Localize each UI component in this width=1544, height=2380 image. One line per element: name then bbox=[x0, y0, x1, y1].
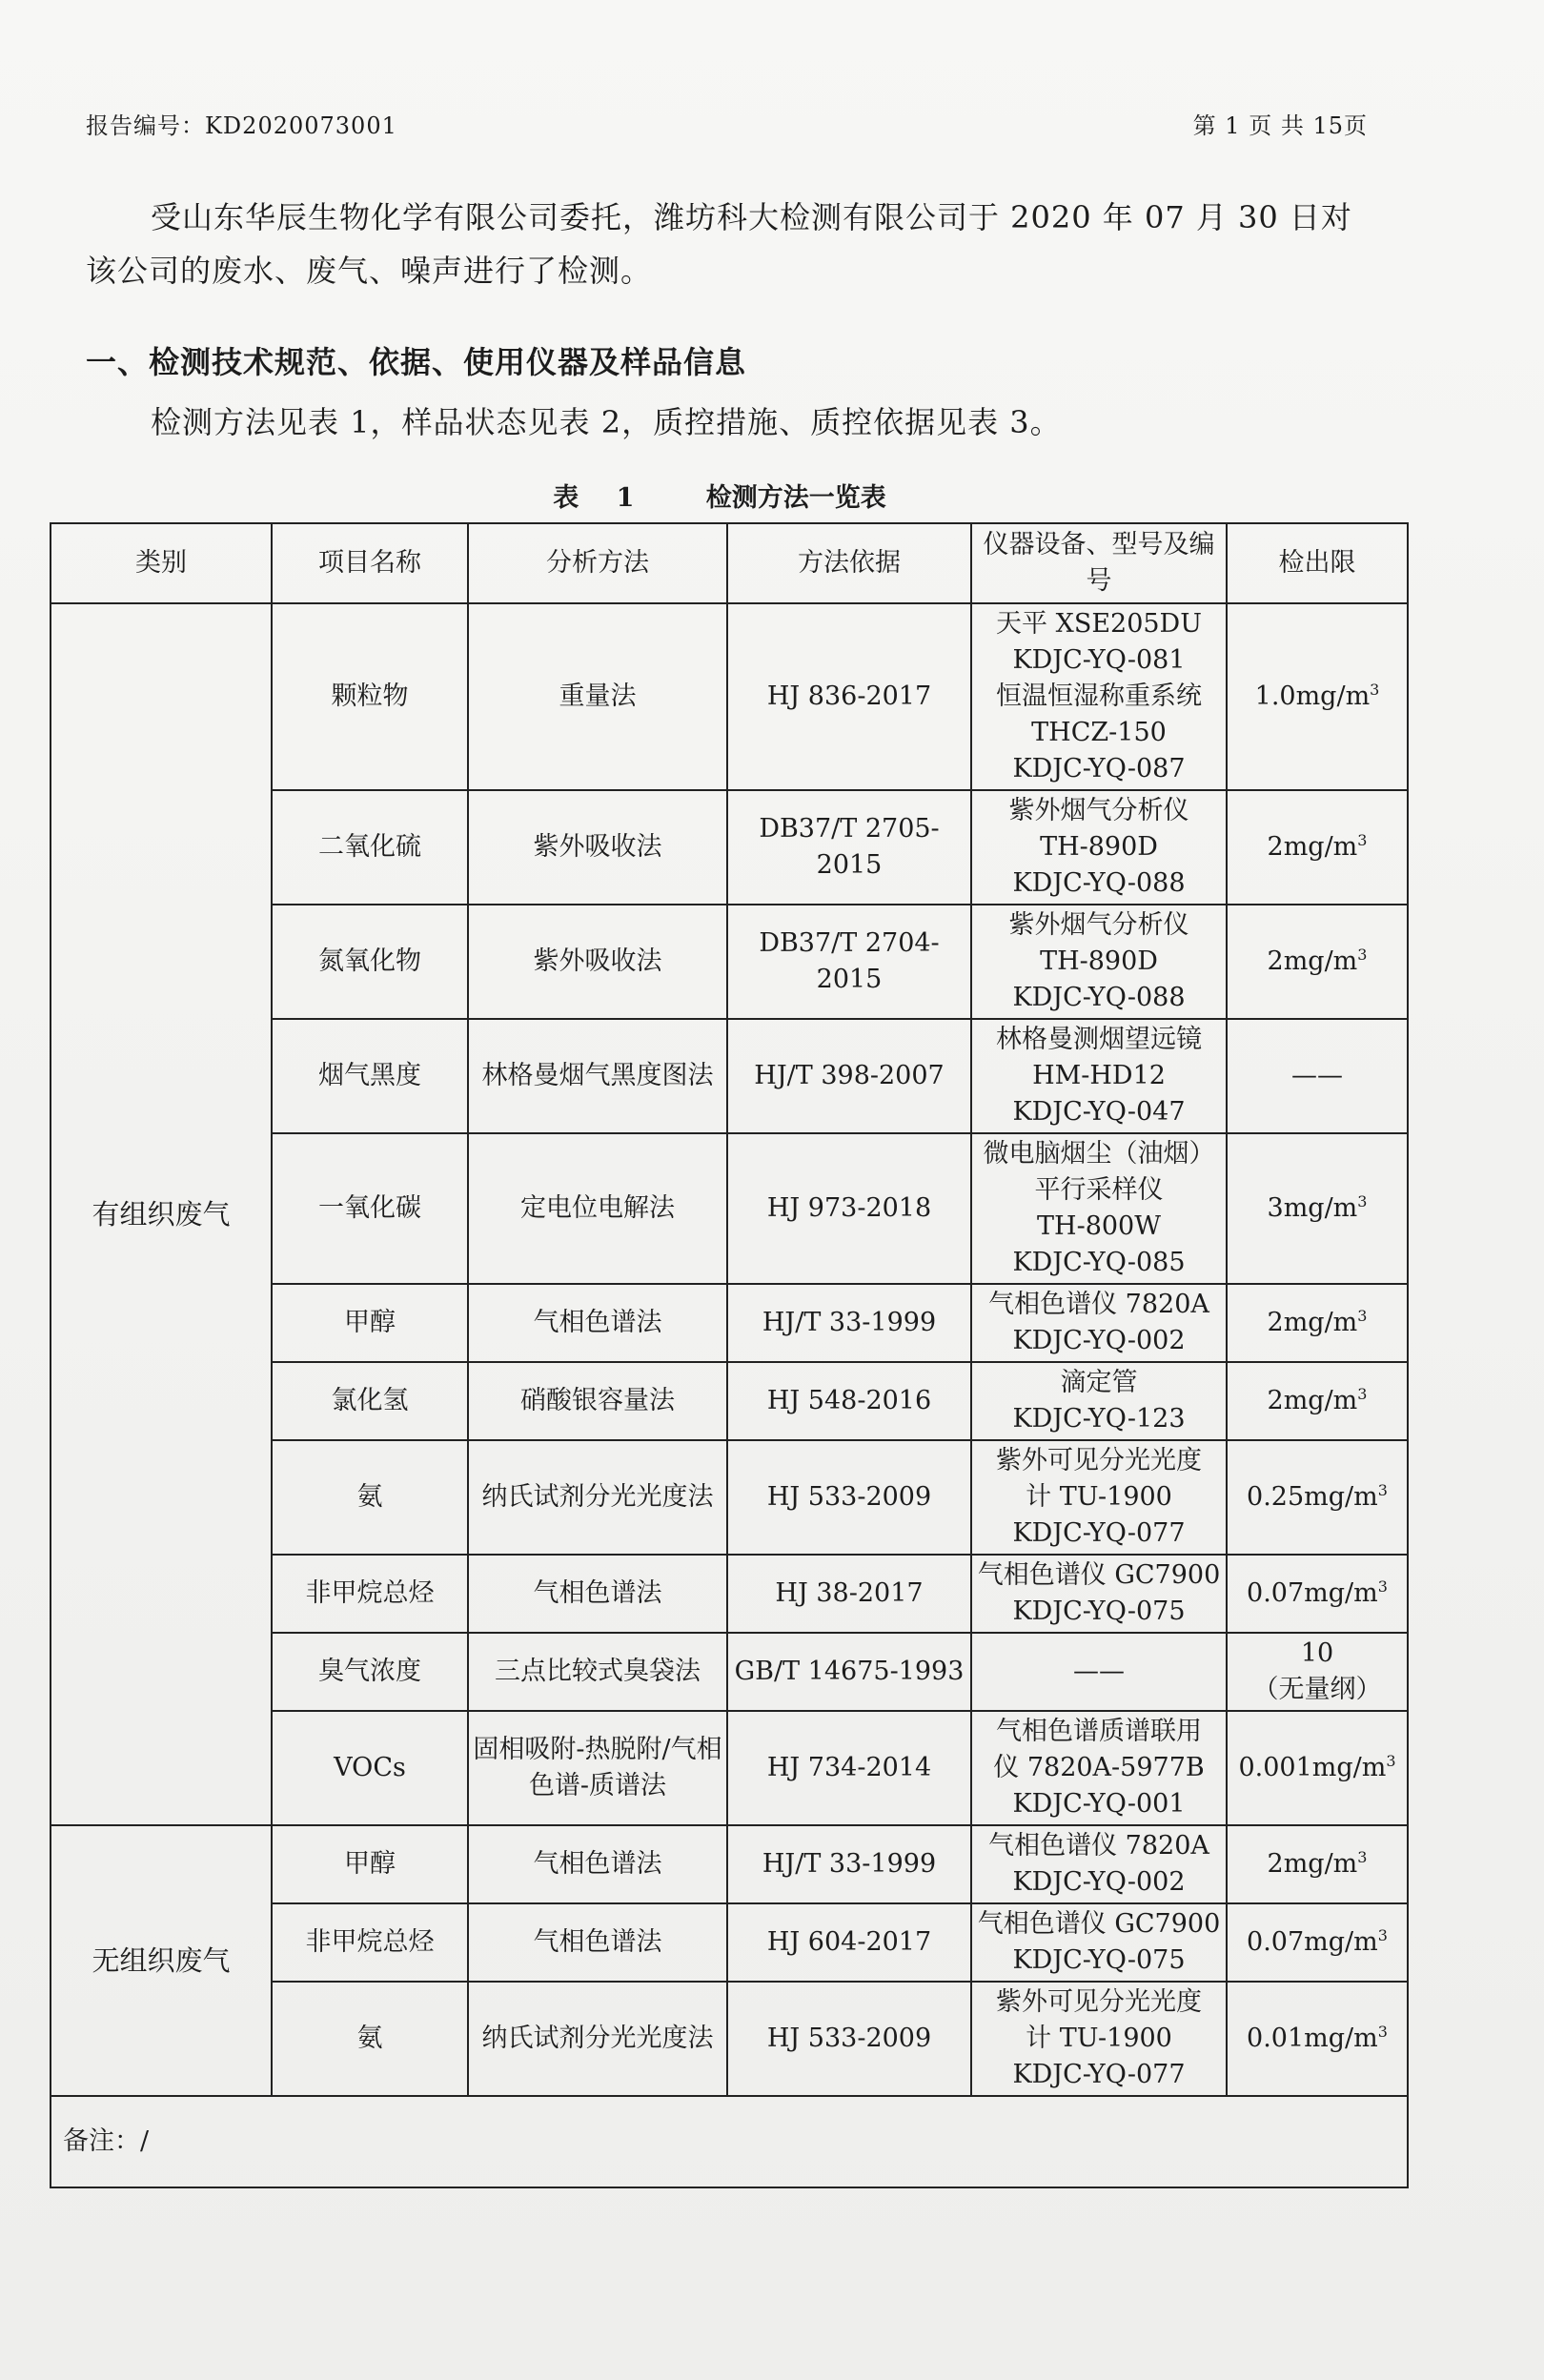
report-number: 报告编号：KD2020073001 bbox=[86, 112, 397, 139]
instrument-cell bbox=[971, 1555, 1227, 1633]
limit-value: 2mg/m bbox=[1267, 946, 1358, 976]
instrument-line: KDJC-YQ-088 bbox=[1012, 983, 1186, 1012]
instrument-cell bbox=[971, 603, 1227, 790]
note-row bbox=[51, 2096, 1408, 2187]
limit-cell bbox=[1227, 1633, 1408, 1711]
method-cell: 纳氏试剂分光光度法 bbox=[468, 1982, 727, 2096]
method-cell: 纳氏试剂分光光度法 bbox=[468, 1440, 727, 1555]
limit-cell bbox=[1227, 790, 1408, 905]
instrument-cell bbox=[971, 1019, 1227, 1133]
instrument-line: 林格曼测烟望远镜 bbox=[996, 1025, 1202, 1054]
instrument-line: KDJC-YQ-077 bbox=[1012, 2060, 1186, 2089]
limit-value: 0.25mg/m bbox=[1247, 1482, 1378, 1512]
instrument-line: TH-890D bbox=[1040, 946, 1158, 976]
instrument-cell bbox=[971, 905, 1227, 1019]
item-cell: 非甲烷总烃 bbox=[272, 1903, 468, 1982]
section-heading: 一、检测技术规范、依据、使用仪器及样品信息 bbox=[86, 344, 747, 380]
basis-cell: HJ 836-2017 bbox=[727, 603, 971, 790]
col-header-basis: 方法依据 bbox=[727, 523, 971, 603]
limit-unit-exponent: 3 bbox=[1377, 1926, 1388, 1944]
instrument-line: 气相色谱仪 7820A bbox=[988, 1831, 1209, 1861]
instrument-line: 紫外烟气分析仪 bbox=[1008, 796, 1189, 825]
note-cell: 备注：/ bbox=[51, 2096, 1408, 2187]
limit-cell bbox=[1227, 905, 1408, 1019]
instrument-line: KDJC-YQ-123 bbox=[1012, 1404, 1186, 1434]
limit-value: 2mg/m bbox=[1267, 1308, 1358, 1337]
limit-cell bbox=[1227, 1133, 1408, 1284]
limit-cell bbox=[1227, 1711, 1408, 1825]
table-row bbox=[51, 603, 1408, 790]
limit-value: 0.001mg/m bbox=[1238, 1753, 1387, 1782]
method-cell: 定电位电解法 bbox=[468, 1133, 727, 1284]
category-cell: 有组织废气 bbox=[51, 603, 272, 1825]
method-cell: 气相色谱法 bbox=[468, 1284, 727, 1362]
limit-cell bbox=[1227, 1982, 1408, 2096]
basis-cell: DB37/T 2705-2015 bbox=[727, 790, 971, 905]
basis-cell: GB/T 14675-1993 bbox=[727, 1633, 971, 1711]
item-cell: 甲醇 bbox=[272, 1825, 468, 1903]
table-header-row bbox=[51, 523, 1408, 603]
instrument-line: TH-890D bbox=[1040, 832, 1158, 862]
method-cell: 气相色谱法 bbox=[468, 1555, 727, 1633]
instrument-cell bbox=[971, 1711, 1227, 1825]
instrument-line: 紫外可见分光光度 bbox=[996, 1987, 1202, 2017]
instrument-line: 仪 7820A-5977B bbox=[993, 1753, 1205, 1782]
instrument-line: —— bbox=[1073, 1657, 1125, 1686]
method-cell: 林格曼烟气黑度图法 bbox=[468, 1019, 727, 1133]
item-cell: 臭气浓度 bbox=[272, 1633, 468, 1711]
limit-cell bbox=[1227, 1019, 1408, 1133]
instrument-line: 气相色谱仪 GC7900 bbox=[977, 1560, 1221, 1590]
table-caption-number: 表 1 bbox=[553, 483, 635, 513]
limit-value: 2mg/m bbox=[1267, 1849, 1358, 1879]
limit-cell bbox=[1227, 1284, 1408, 1362]
basis-cell: HJ/T 33-1999 bbox=[727, 1825, 971, 1903]
basis-cell: HJ 548-2016 bbox=[727, 1362, 971, 1440]
instrument-line: HM-HD12 bbox=[1032, 1061, 1166, 1090]
table-body bbox=[51, 603, 1408, 2187]
section-text: 检测方法见表 1，样品状态见表 2，质控措施、质控依据见表 3。 bbox=[151, 404, 1062, 440]
limit-value: —— bbox=[1291, 1061, 1343, 1090]
instrument-line: 恒温恒湿称重系统 bbox=[996, 681, 1202, 711]
item-cell: 颗粒物 bbox=[272, 603, 468, 790]
instrument-line: KDJC-YQ-087 bbox=[1012, 754, 1186, 783]
limit-value: 1.0mg/m bbox=[1254, 681, 1371, 711]
instrument-line: 紫外烟气分析仪 bbox=[1008, 910, 1189, 940]
instrument-cell bbox=[971, 790, 1227, 905]
instrument-line: KDJC-YQ-075 bbox=[1012, 1597, 1186, 1626]
limit-value: 0.01mg/m bbox=[1247, 2024, 1378, 2053]
basis-cell: HJ 734-2014 bbox=[727, 1711, 971, 1825]
instrument-line: 计 TU-1900 bbox=[1026, 1482, 1172, 1512]
col-header-limit: 检出限 bbox=[1227, 523, 1408, 603]
instrument-line: 气相色谱仪 GC7900 bbox=[977, 1909, 1221, 1939]
instrument-line: KDJC-YQ-088 bbox=[1012, 868, 1186, 898]
instrument-cell bbox=[971, 1133, 1227, 1284]
limit-unit-exponent: 3 bbox=[1386, 1752, 1396, 1770]
intro-paragraph: 受山东华辰生物化学有限公司委托，潍坊科大检测有限公司于 2020 年 07 月 30 日对该公司的废水、废气、噪声进行了检测。 bbox=[86, 199, 1352, 289]
instrument-line: 平行采样仪 bbox=[1034, 1175, 1164, 1205]
instrument-line: KDJC-YQ-077 bbox=[1012, 1518, 1186, 1548]
limit-unit-exponent: 3 bbox=[1357, 831, 1368, 849]
limit-unit-exponent: 3 bbox=[1377, 1481, 1388, 1499]
method-cell: 硝酸银容量法 bbox=[468, 1362, 727, 1440]
instrument-line: THCZ-150 bbox=[1031, 718, 1167, 747]
instrument-cell bbox=[971, 1903, 1227, 1982]
basis-cell: HJ/T 398-2007 bbox=[727, 1019, 971, 1133]
item-cell: 二氧化硫 bbox=[272, 790, 468, 905]
item-cell: 氨 bbox=[272, 1440, 468, 1555]
instrument-line: 天平 XSE205DU bbox=[996, 609, 1202, 639]
limit-unit-exponent: 3 bbox=[1357, 946, 1368, 964]
limit-value: 0.07mg/m bbox=[1247, 1578, 1378, 1608]
basis-cell: HJ 973-2018 bbox=[727, 1133, 971, 1284]
item-cell: 氨 bbox=[272, 1982, 468, 2096]
item-cell: 氯化氢 bbox=[272, 1362, 468, 1440]
basis-cell: HJ/T 33-1999 bbox=[727, 1284, 971, 1362]
instrument-line: 紫外可见分光光度 bbox=[996, 1446, 1202, 1475]
item-cell: 一氧化碳 bbox=[272, 1133, 468, 1284]
limit-unit-exponent: 3 bbox=[1377, 1577, 1388, 1596]
instrument-line: KDJC-YQ-047 bbox=[1012, 1097, 1186, 1127]
method-cell: 紫外吸收法 bbox=[468, 790, 727, 905]
instrument-cell bbox=[971, 1633, 1227, 1711]
method-cell: 气相色谱法 bbox=[468, 1825, 727, 1903]
col-header-method: 分析方法 bbox=[468, 523, 727, 603]
method-cell: 重量法 bbox=[468, 603, 727, 790]
page-indicator: 第 1 页 共 15页 bbox=[1192, 112, 1368, 139]
limit-unit-exponent: 3 bbox=[1357, 1385, 1368, 1403]
method-cell: 气相色谱法 bbox=[468, 1903, 727, 1982]
table-caption bbox=[0, 477, 1439, 514]
instrument-line: KDJC-YQ-081 bbox=[1012, 645, 1186, 675]
instrument-line: 微电脑烟尘（油烟） bbox=[983, 1139, 1215, 1169]
basis-cell: HJ 533-2009 bbox=[727, 1440, 971, 1555]
limit-cell bbox=[1227, 603, 1408, 790]
limit-note: （无量纲） bbox=[1252, 1675, 1382, 1704]
limit-cell bbox=[1227, 1825, 1408, 1903]
instrument-line: KDJC-YQ-002 bbox=[1012, 1867, 1186, 1897]
instrument-line: KDJC-YQ-002 bbox=[1012, 1326, 1186, 1355]
item-cell: 非甲烷总烃 bbox=[272, 1555, 468, 1633]
limit-value: 2mg/m bbox=[1267, 1386, 1358, 1415]
item-cell: 烟气黑度 bbox=[272, 1019, 468, 1133]
instrument-cell bbox=[971, 1825, 1227, 1903]
item-cell: VOCs bbox=[272, 1711, 468, 1825]
instrument-line: KDJC-YQ-001 bbox=[1012, 1789, 1186, 1819]
limit-value: 0.07mg/m bbox=[1247, 1927, 1378, 1957]
method-cell: 紫外吸收法 bbox=[468, 905, 727, 1019]
limit-unit-exponent: 3 bbox=[1357, 1192, 1368, 1210]
category-cell: 无组织废气 bbox=[51, 1825, 272, 2096]
methods-table bbox=[50, 522, 1409, 2188]
instrument-cell bbox=[971, 1440, 1227, 1555]
table-row bbox=[51, 1825, 1408, 1903]
limit-unit-exponent: 3 bbox=[1370, 681, 1380, 699]
instrument-line: KDJC-YQ-075 bbox=[1012, 1945, 1186, 1975]
limit-unit-exponent: 3 bbox=[1357, 1848, 1368, 1866]
limit-unit-exponent: 3 bbox=[1377, 2023, 1388, 2041]
instrument-cell bbox=[971, 1362, 1227, 1440]
col-header-category: 类别 bbox=[51, 523, 272, 603]
instrument-line: TH-800W bbox=[1037, 1211, 1161, 1241]
basis-cell: DB37/T 2704-2015 bbox=[727, 905, 971, 1019]
limit-value: 2mg/m bbox=[1267, 832, 1358, 862]
limit-cell bbox=[1227, 1555, 1408, 1633]
instrument-line: KDJC-YQ-085 bbox=[1012, 1248, 1186, 1277]
method-cell: 固相吸附-热脱附/气相色谱-质谱法 bbox=[468, 1711, 727, 1825]
limit-unit-exponent: 3 bbox=[1357, 1307, 1368, 1325]
basis-cell: HJ 38-2017 bbox=[727, 1555, 971, 1633]
item-cell: 氮氧化物 bbox=[272, 905, 468, 1019]
col-header-instrument: 仪器设备、型号及编号 bbox=[971, 523, 1227, 603]
item-cell: 甲醇 bbox=[272, 1284, 468, 1362]
limit-cell bbox=[1227, 1440, 1408, 1555]
limit-value: 3mg/m bbox=[1267, 1193, 1358, 1223]
basis-cell: HJ 604-2017 bbox=[727, 1903, 971, 1982]
col-header-item: 项目名称 bbox=[272, 523, 468, 603]
limit-cell bbox=[1227, 1903, 1408, 1982]
instrument-line: 滴定管 bbox=[1060, 1368, 1138, 1397]
instrument-cell bbox=[971, 1284, 1227, 1362]
limit-cell bbox=[1227, 1362, 1408, 1440]
basis-cell: HJ 533-2009 bbox=[727, 1982, 971, 2096]
limit-value: 10 bbox=[1300, 1638, 1334, 1668]
instrument-line: 计 TU-1900 bbox=[1026, 2024, 1172, 2053]
instrument-line: 气相色谱仪 7820A bbox=[988, 1290, 1209, 1319]
instrument-cell bbox=[971, 1982, 1227, 2096]
instrument-line: 气相色谱质谱联用 bbox=[996, 1717, 1202, 1746]
method-cell: 三点比较式臭袋法 bbox=[468, 1633, 727, 1711]
table-caption-title: 检测方法一览表 bbox=[705, 483, 886, 513]
